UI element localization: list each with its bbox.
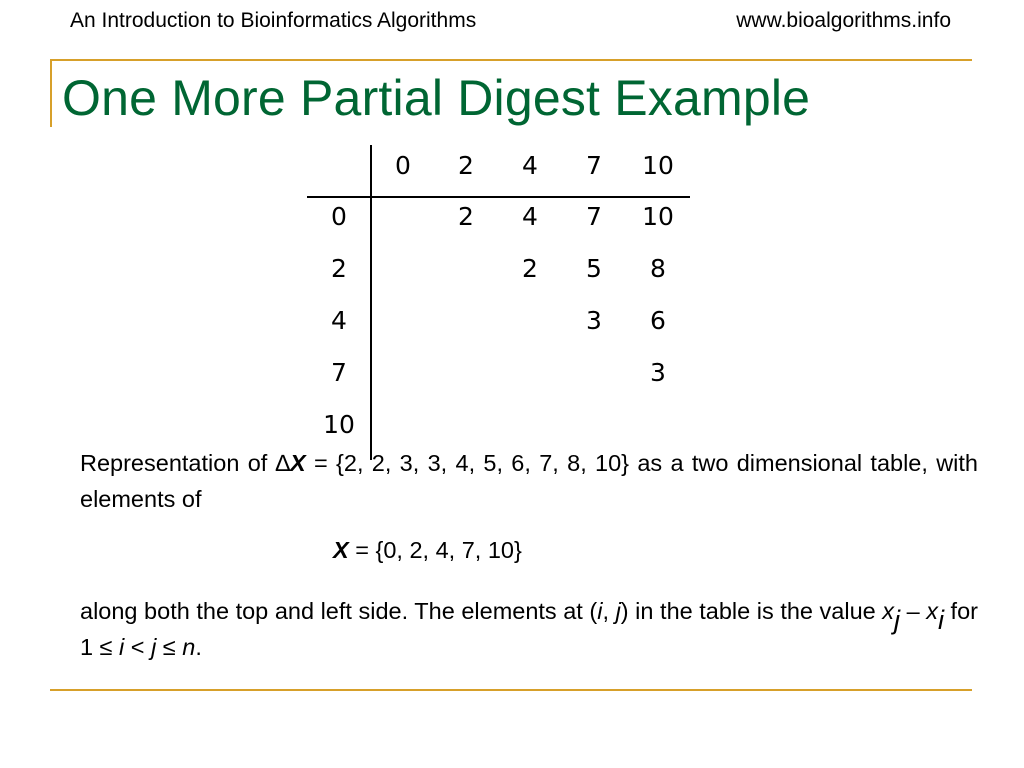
explanation-text-2: ) in the table is the value (620, 598, 883, 624)
delta-symbol: ∆ (275, 450, 290, 476)
var-n: n (182, 634, 196, 660)
less-than: < (124, 634, 152, 660)
table-cell: 8 (650, 254, 666, 283)
less-equal: ≤ (156, 634, 183, 660)
column-header: 10 (642, 151, 674, 180)
row-header: 2 (331, 254, 347, 283)
subscript-j: j (894, 605, 901, 635)
formula-x-symbol: X (333, 537, 349, 563)
explanation-paragraph (80, 592, 978, 665)
explanation-comma: , (602, 598, 616, 624)
row-header: 0 (331, 202, 347, 231)
minus-sign: – (900, 598, 927, 624)
var-i: i (597, 598, 603, 624)
var-j-2: j (151, 634, 157, 660)
bottom-divider (50, 689, 972, 691)
var-j: j (615, 598, 621, 624)
header-website: www.bioalgorithms.info (736, 9, 951, 32)
table-cell: 2 (522, 254, 538, 283)
table-cell: 4 (522, 202, 538, 231)
period: . (195, 634, 202, 660)
description-paragraph (80, 445, 978, 517)
var-i-2: i (119, 634, 125, 660)
description-lead: Representation of (80, 450, 276, 476)
table-cell: 7 (586, 202, 602, 231)
header-course-title: An Introduction to Bioinformatics Algorithms (70, 9, 477, 32)
row-header: 4 (331, 306, 347, 335)
set-x-formula (333, 537, 522, 564)
set-x-symbol: X (290, 450, 306, 476)
column-header: 0 (395, 151, 411, 180)
subscript-i: i (938, 605, 944, 635)
table-vertical-rule (370, 145, 372, 460)
table-cell: 5 (586, 254, 602, 283)
table-cell: 2 (458, 202, 474, 231)
var-xj: x (882, 598, 895, 624)
table-cell: 3 (650, 358, 666, 387)
explanation-text-3: for 1 ≤ (80, 598, 978, 660)
column-header: 7 (586, 151, 602, 180)
table-cell: 3 (586, 306, 602, 335)
var-xi: x (926, 598, 938, 624)
row-header: 7 (331, 358, 347, 387)
column-header: 4 (522, 151, 538, 180)
formula-values: = {0, 2, 4, 7, 10} (348, 537, 522, 563)
table-horizontal-rule (307, 196, 690, 198)
table-cell: 6 (650, 306, 666, 335)
slide-title: One More Partial Digest Example (62, 70, 811, 126)
table-cell: 10 (642, 202, 674, 231)
row-header: 10 (323, 410, 355, 439)
description-rest: = {2, 2, 3, 3, 4, 5, 6, 7, 8, 10} as a two dimensional table, with elements of (80, 450, 978, 512)
column-header: 2 (458, 151, 474, 180)
explanation-text-1: along both the top and left side. The elements at ( (80, 598, 598, 624)
